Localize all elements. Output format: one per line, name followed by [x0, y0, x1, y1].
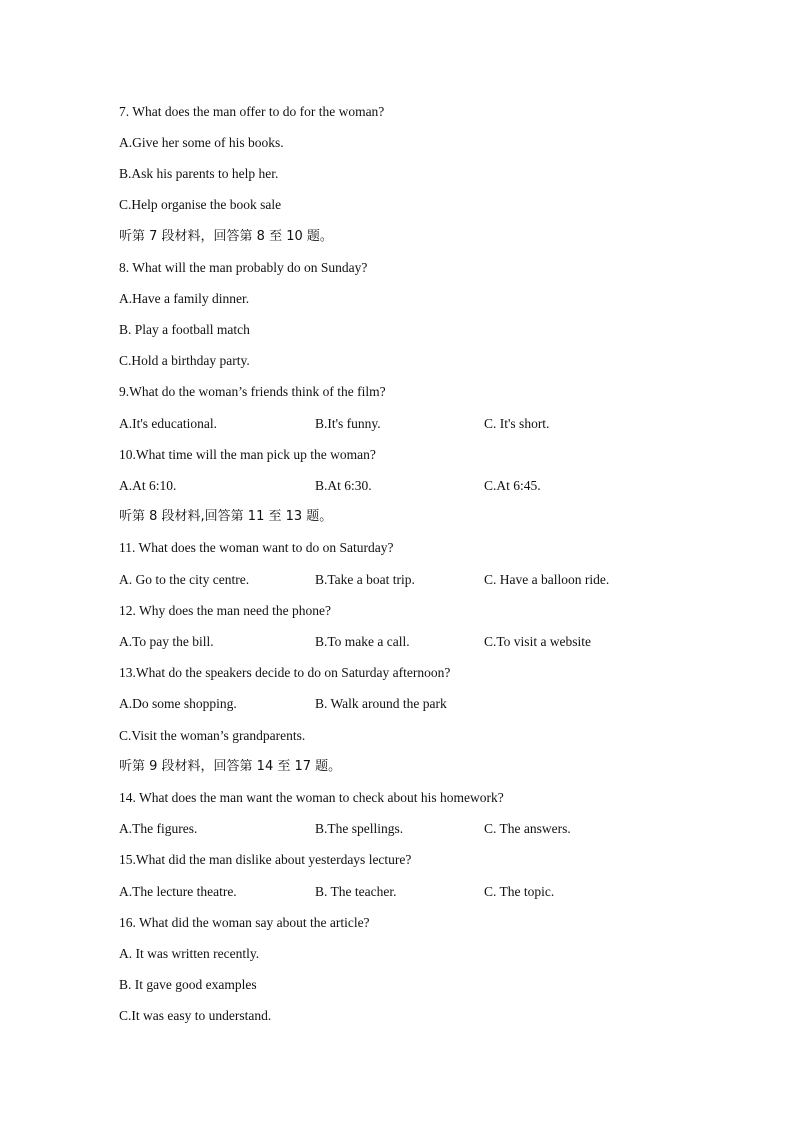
question-10: 10.What time will the man pick up the woman?	[119, 447, 376, 462]
question-7: 7. What does the man offer to do for the woman?	[119, 104, 385, 119]
option-10b: B.At 6:30.	[315, 478, 372, 493]
question-15: 15.What did the man dislike about yesterdays lecture?	[119, 852, 412, 867]
option-9c: C. It's short.	[484, 416, 550, 431]
option-10c: C.At 6:45.	[484, 478, 541, 493]
question-11: 11. What does the woman want to do on Saturday?	[119, 540, 394, 555]
option-8b: B. Play a football match	[119, 322, 250, 337]
option-7b: B.Ask his parents to help her.	[119, 166, 279, 181]
option-8a: A.Have a family dinner.	[119, 291, 250, 306]
question-9: 9.What do the woman’s friends think of the film?	[119, 384, 386, 399]
option-9a: A.It's educational.	[119, 416, 218, 431]
section-heading-8: 听第 8 段材料,回答第 11 至 13 题。	[119, 509, 333, 524]
question-12: 12. Why does the man need the phone?	[119, 603, 331, 618]
option-8c: C.Hold a birthday party.	[119, 353, 250, 368]
option-13c: C.Visit the woman’s grandparents.	[119, 728, 306, 743]
option-12c: C.To visit a website	[484, 634, 592, 649]
option-15a: A.The lecture theatre.	[119, 884, 237, 899]
option-13a: A.Do some shopping.	[119, 696, 237, 711]
question-16: 16. What did the woman say about the article?	[119, 915, 370, 930]
section-heading-7: 听第 7 段材料，回答第 8 至 10 题。	[119, 229, 333, 244]
question-8: 8. What will the man probably do on Sunday?	[119, 260, 368, 275]
option-7a: A.Give her some of his books.	[119, 135, 284, 150]
option-7c: C.Help organise the book sale	[119, 197, 282, 212]
question-14: 14. What does the man want the woman to check about his homework?	[119, 790, 504, 805]
option-15c: C. The topic.	[484, 884, 555, 899]
option-11c: C. Have a balloon ride.	[484, 572, 610, 587]
option-16b: B. It gave good examples	[119, 977, 257, 992]
option-12a: A.To pay the bill.	[119, 634, 214, 649]
option-12b: B.To make a call.	[315, 634, 410, 649]
section-heading-9: 听第 9 段材料，回答第 14 至 17 题。	[119, 759, 342, 774]
option-10a: A.At 6:10.	[119, 478, 177, 493]
option-14c: C. The answers.	[484, 821, 571, 836]
option-11a: A. Go to the city centre.	[119, 572, 250, 587]
option-16a: A. It was written recently.	[119, 946, 260, 961]
option-9b: B.It's funny.	[315, 416, 381, 431]
question-13: 13.What do the speakers decide to do on Saturday afternoon?	[119, 665, 451, 680]
option-14b: B.The spellings.	[315, 821, 404, 836]
option-11b: B.Take a boat trip.	[315, 572, 415, 587]
option-16c: C.It was easy to understand.	[119, 1008, 272, 1023]
option-15b: B. The teacher.	[315, 884, 397, 899]
option-13b: B. Walk around the park	[315, 696, 447, 711]
option-14a: A.The figures.	[119, 821, 198, 836]
